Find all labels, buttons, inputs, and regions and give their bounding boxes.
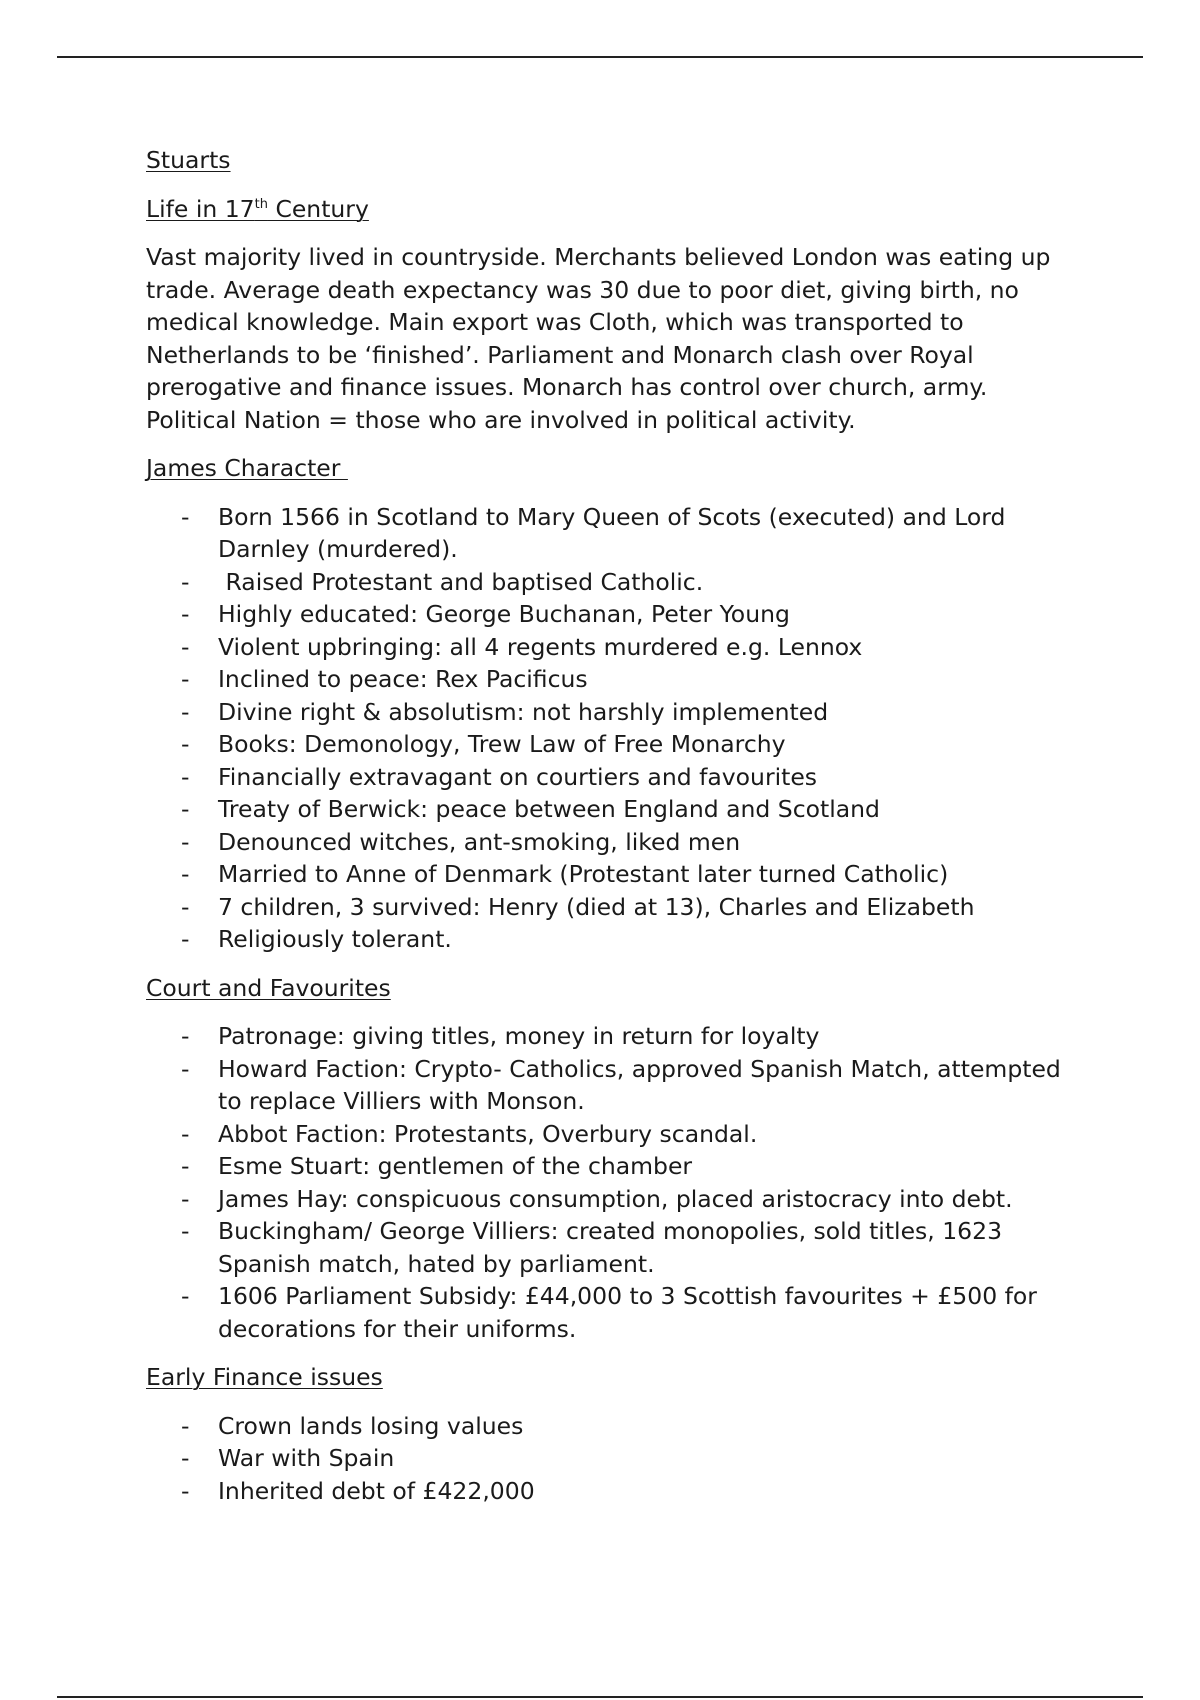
- header-rule: [57, 56, 1143, 58]
- bullet-dash: -: [181, 1476, 190, 1505]
- footer-rule: [57, 1696, 1143, 1698]
- list-item: [146, 663, 1066, 696]
- list-item: [146, 1215, 1066, 1280]
- list-item: [146, 1183, 1066, 1216]
- list-item: [146, 793, 1066, 826]
- bullet-dash: -: [181, 1282, 190, 1310]
- list-item: [146, 1410, 1066, 1443]
- section-heading-early-finance-issues: Early Finance issues: [146, 1363, 383, 1391]
- list-item-text: Inclined to peace: Rex Pacificus: [218, 665, 588, 693]
- list-item: [146, 1150, 1066, 1183]
- bullet-dash: -: [181, 1119, 190, 1148]
- list-item-text: Esme Stuart: gentlemen of the chamber: [218, 1152, 693, 1180]
- bullet-list: [146, 501, 1066, 956]
- section-heading-life: [146, 193, 1066, 226]
- list-item: [146, 1475, 1066, 1508]
- document-title: Stuarts: [146, 146, 231, 174]
- list-item: [146, 598, 1066, 631]
- bullet-dash: -: [181, 697, 190, 726]
- list-item: [146, 1280, 1066, 1345]
- list-item-text: Denounced witches, ant-smoking, liked men: [218, 827, 741, 856]
- list-item: [146, 1118, 1066, 1151]
- bullet-dash: -: [181, 795, 190, 823]
- subtitle-suffix: Century: [267, 194, 369, 223]
- bullet-list: [146, 1020, 1069, 1345]
- bullet-dash: -: [181, 925, 190, 953]
- list-item: [146, 923, 1066, 956]
- bullet-dash: -: [181, 892, 190, 921]
- bullet-dash: -: [181, 632, 190, 661]
- bullet-dash: -: [181, 665, 190, 693]
- list-item: [146, 728, 1066, 761]
- list-item: [146, 566, 1066, 599]
- bullet-dash: -: [181, 1054, 190, 1083]
- bullet-dash: -: [181, 860, 190, 888]
- list-item-text: Patronage: giving titles, money in return for loyalty: [218, 1022, 820, 1050]
- list-item: [146, 1053, 1069, 1118]
- list-item: [146, 1020, 1066, 1053]
- list-item-text: James Hay: conspicuous consumption, placed aristocracy into debt.: [218, 1184, 1013, 1213]
- section-heading-court-and-favourites: Court and Favourites: [146, 973, 391, 1002]
- list-item-text: Books: Demonology, Trew Law of Free Monarchy: [218, 730, 786, 758]
- bullet-dash: -: [181, 1444, 190, 1472]
- list-item: [146, 858, 1066, 891]
- list-item-text: Howard Faction: Crypto- Catholics, approved Spanish Match, attempted to replace Villiers with Monson.: [218, 1054, 1069, 1115]
- list-item: [146, 631, 1066, 664]
- subtitle-superscript: th: [254, 196, 268, 212]
- list-item-text: Abbot Faction: Protestants, Overbury scandal.: [218, 1119, 758, 1148]
- bullet-dash: -: [181, 730, 190, 758]
- document-body: [146, 144, 1069, 1523]
- list-item-text: Treaty of Berwick: peace between England and Scotland: [218, 795, 880, 823]
- list-item: [146, 761, 1066, 794]
- bullet-dash: -: [181, 1411, 190, 1440]
- list-item-text: Violent upbringing: all 4 regents murdered e.g. Lennox: [218, 632, 863, 661]
- bullet-dash: -: [181, 1022, 190, 1050]
- list-item-text: 1606 Parliament Subsidy: £44,000 to 3 Scottish favourites + £500 for decorations for their uniforms.: [218, 1282, 1045, 1343]
- list-item-text: Financially extravagant on courtiers and favourites: [218, 762, 818, 791]
- bullet-dash: -: [181, 827, 190, 856]
- bullet-dash: -: [181, 600, 190, 628]
- list-item-text: Born 1566 in Scotland to Mary Queen of Scots (executed) and Lord Darnley (murdered).: [218, 502, 1013, 563]
- sections-container: [146, 452, 1069, 1507]
- list-item-text: Raised Protestant and baptised Catholic.: [218, 567, 704, 596]
- list-item-text: Married to Anne of Denmark (Protestant later turned Catholic): [218, 860, 949, 888]
- list-item-text: War with Spain: [218, 1444, 395, 1472]
- list-item: [146, 826, 1066, 859]
- bullet-list: [146, 1410, 1066, 1508]
- bullet-dash: -: [181, 567, 190, 596]
- list-item-text: Buckingham/ George Villiers: created monopolies, sold titles, 1623 Spanish match, hated by parliament.: [218, 1217, 1010, 1278]
- subtitle-prefix: Life in 17: [146, 194, 255, 223]
- bullet-dash: -: [181, 502, 190, 531]
- list-item: [146, 501, 1066, 566]
- bullet-dash: -: [181, 1184, 190, 1213]
- intro-paragraph: Vast majority lived in countryside. Merchants believed London was eating up trade. Average death expectancy was 30 due to poor diet, giving birth, no medical knowledge. Main export was Cloth, which was transported to Netherlands to be ‘finished’. Parliament and Monarch clash over Royal prerogative and finance issues. Monarch has control over church, army. Political Nation = those who are involved in political activity.: [146, 243, 1051, 434]
- list-item-text: 7 children, 3 survived: Henry (died at 13), Charles and Elizabeth: [218, 892, 975, 921]
- list-item-text: Divine right & absolutism: not harshly implemented: [218, 697, 829, 726]
- list-item-text: Crown lands losing values: [218, 1411, 524, 1440]
- bullet-dash: -: [181, 1152, 190, 1180]
- list-item: [146, 696, 1066, 729]
- section-heading-james-character: James Character: [146, 454, 348, 482]
- list-item-text: Inherited debt of £422,000: [218, 1476, 535, 1505]
- list-item: [146, 1442, 1066, 1475]
- list-item-text: Religiously tolerant.: [218, 925, 452, 953]
- list-item: [146, 891, 1066, 924]
- bullet-dash: -: [181, 1217, 190, 1245]
- bullet-dash: -: [181, 762, 190, 791]
- list-item-text: Highly educated: George Buchanan, Peter Young: [218, 600, 790, 628]
